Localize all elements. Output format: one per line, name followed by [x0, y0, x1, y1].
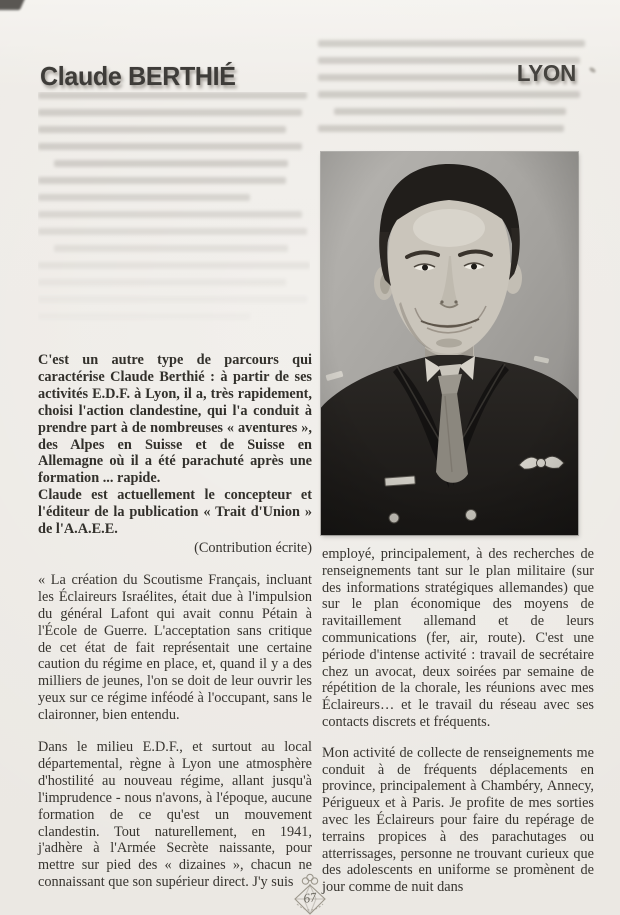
page-number-emblem: [289, 873, 331, 915]
right-text-column: [322, 546, 594, 896]
intro-paragraph-1: C'est un autre type de parcours qui caractérise Claude Berthié : à partir de ses activités E.D.F. à Lyon, il a, très rapidement, choisi l'action clandestine, qui l'a conduit à prendre part à de nombreuses « aventures », des Alpes en Suisse et de Suisse en Allemagne où il a été parachuté après une formation ... rapide.: [38, 352, 312, 487]
contribution-byline: (Contribution écrite): [194, 539, 312, 556]
body-paragraph-1: « La création du Scoutisme Français, incluant les Éclaireurs Israélites, était due à l'impulsion du général Lafont qui avait connu Pétain à l'École de Guerre. L'acceptation sans critique de cet état de fait représentait une certaine caution du régime en place, et, quand il y a des milliers de jeunes, l'on se doit de leur ouvrir les yeux sur ce régime inféodé à l'occupant, sans le claironner, bien entendu.: [38, 571, 312, 724]
intro-paragraph-2: Claude est actuellement le concepteur et l'éditeur de la publication « Trait d'Union » de l'A.A.E.E.: [38, 487, 312, 538]
body-paragraph-3: employé, principalement, à des recherches de renseignements tant sur le plan militaire (sur des informations stratégiques allemandes) que sur le plan économique des moyens de ravitaillement allemand et de leurs communications (fer, air, route). C'est une période d'intense activité : travail de secrétaire chez un avocat, deux soirées par semaine de répétition de la chorale, les réunions avec mes Éclaireurs… et le travail du réseau avec ses contacts discrets et fréquents.: [322, 546, 594, 730]
left-text-column: [38, 352, 312, 891]
portrait-image: [321, 152, 578, 535]
portrait-photo: [321, 152, 578, 535]
page-number: 67: [302, 889, 318, 906]
body-paragraph-2: Dans le milieu E.D.F., et surtout au local départemental, règne à Lyon une atmosphère d'hostilité au nouveau régime, allant jusqu'à l'imprudence - nous n'avons, à l'époque, aucune formation de ce qu'est un mouvement clandestin. Tout naturellement, en 1941, j'adhère à l'Armée Secrète naissante, pour mettre sur pied des « dizaines », chacun ne connaissant que son supérieur direct. J'y suis: [38, 739, 312, 891]
scan-corner-artifact: [0, 0, 26, 10]
bleedthrough-text-top-right: [318, 40, 588, 150]
bleedthrough-text-left-column: [38, 92, 310, 350]
scan-speck-artifact: [588, 66, 596, 73]
page-title: Claude BERTHIÉ: [40, 61, 236, 92]
body-paragraph-4: Mon activité de collecte de renseignements me conduit à de fréquents déplacements en province, principalement à Chambéry, Annecy, Périgueux et à Paris. Je profite de mes sorties avec les Éclaireurs pour faire du repérage de terrains propices à des parachutages ou atterrissages, personne ne trouvant curieux que des adolescents en uniforme se promènent de jour comme de nuit dans: [322, 744, 594, 896]
region-label: LYON: [516, 60, 576, 86]
